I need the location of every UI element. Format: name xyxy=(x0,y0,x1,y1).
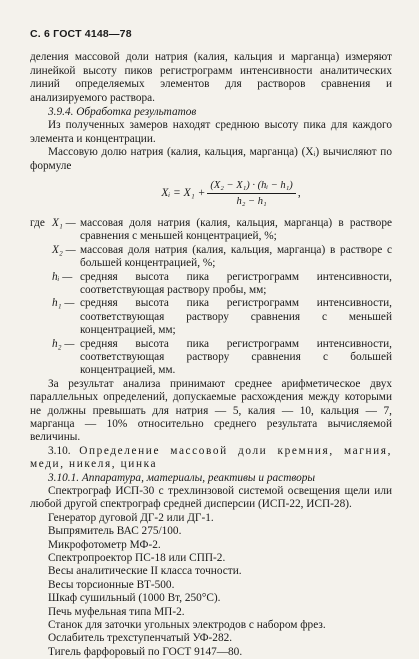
definitions-list xyxy=(30,217,392,378)
formula-lhs: Xᵢ = X₁ + xyxy=(161,187,206,200)
formula-fraction xyxy=(207,179,295,209)
result-paragraph: За результат анализа принимают среднее арифметическое двух параллельных определений, допускаемые расхождения между которыми не должны превышать для натрия — 5, калия — 10, кальция — 7, марганца — 10% относительно среднего результата вычисляемой величины. xyxy=(30,377,392,444)
definition-symbol: h₂ — xyxy=(52,337,75,350)
list-item: Печь муфельная типа МП-2. xyxy=(48,605,185,618)
definition-symbol: h₁ — xyxy=(52,297,75,310)
list-item: Тигель фарфоровый по ГОСТ 9147—80. xyxy=(48,645,243,658)
intro-paragraph: деления массовой доли натрия (калия, кальция и марганца) измеряют линейкой высоту пиков регистрограмм интенсивности аналитических линий определяемых элементов для растворов сравнения и анализируемого раствора. xyxy=(30,51,392,104)
list-item: Ослабитель трехступенчатый УФ-282. xyxy=(48,632,233,645)
formula-denominator: h₂ − h₁ xyxy=(236,196,267,208)
definition-text: массовая доля натрия (калия, кальция, марганца) в растворе с большей концентрацией, %; xyxy=(80,243,392,270)
definition-text: массовая доля натрия (калия, кальция, марганца) в растворе сравнения с меньшей концентрацией, %; xyxy=(80,216,392,243)
definition-text: средняя высота пика регистрограмм интенсивности, соответствующая раствору сравнения с большей концентрацией, мм. xyxy=(80,337,392,377)
definition-row xyxy=(30,244,392,271)
section-3-9-4-title: 3.9.4. Обработка результатов xyxy=(48,106,197,119)
list-item: Весы торсионные ВТ-500. xyxy=(48,578,175,591)
list-item: Весы аналитические II класса точности. xyxy=(48,565,242,578)
equipment-list xyxy=(30,512,392,659)
formula-tail: , xyxy=(297,187,301,200)
definition-symbol: X₂ — xyxy=(52,243,76,256)
section-3-10-1-heading: 3.10.1. Аппаратура, материалы, реактивы и растворы xyxy=(48,471,316,484)
page-header: С. 6 ГОСТ 4148—78 xyxy=(30,28,132,40)
list-item: Шкаф сушильный (1000 Вт, 250°С). xyxy=(48,592,221,605)
list-item: Спектропроектор ПС-18 или СПП-2. xyxy=(48,552,226,565)
definition-text: средняя высота пика регистрограмм интенсивности, соответствующая раствору пробы, мм; xyxy=(80,270,392,296)
section-3-9-4-heading xyxy=(30,106,392,119)
formula xyxy=(70,179,392,209)
section-3-10-title: Определение массовой доли кремния, магния, меди, никеля, цинка xyxy=(30,444,392,471)
definition-text: средняя высота пика регистрограмм интенсивности, соответствующая раствору сравнения с меньшей концентрацией, мм; xyxy=(80,297,392,337)
definition-row xyxy=(30,297,392,337)
list-item: Микрофотометр МФ-2. xyxy=(48,538,161,551)
where-label: где xyxy=(30,216,45,229)
formula-numerator: (X₂ − X₁) · (hᵢ − h₁) xyxy=(207,179,295,194)
list-item: Выпрямитель ВАС 275/100. xyxy=(48,525,182,538)
definition-symbol: X₁ — xyxy=(52,216,76,229)
definition-row xyxy=(30,271,392,298)
definition-row xyxy=(30,217,392,244)
spectrograph-paragraph: Спектрограф ИСП-30 с трехлинзовой системой освещения щели или любой другой спектрограф средней дисперсии (ИСП-22, ИСП-28). xyxy=(30,485,392,511)
list-item: Генератор дуговой ДГ-2 или ДГ-1. xyxy=(48,511,214,524)
section-3-10-number: 3.10. xyxy=(48,444,71,457)
section-3-10-heading xyxy=(30,445,392,472)
definition-symbol: hᵢ — xyxy=(52,270,73,283)
definition-row xyxy=(30,338,392,378)
paragraph-formula-intro: Массовую долю натрия (калия, кальция, марганца) (Xᵢ) вычисляют по формуле xyxy=(30,146,392,172)
list-item: Станок для заточки угольных электродов с набором фрез. xyxy=(48,619,326,632)
paragraph-average-height: Из полученных замеров находят среднюю высоту пика для каждого элемента и концентрации. xyxy=(30,119,392,145)
document-page xyxy=(30,28,392,659)
